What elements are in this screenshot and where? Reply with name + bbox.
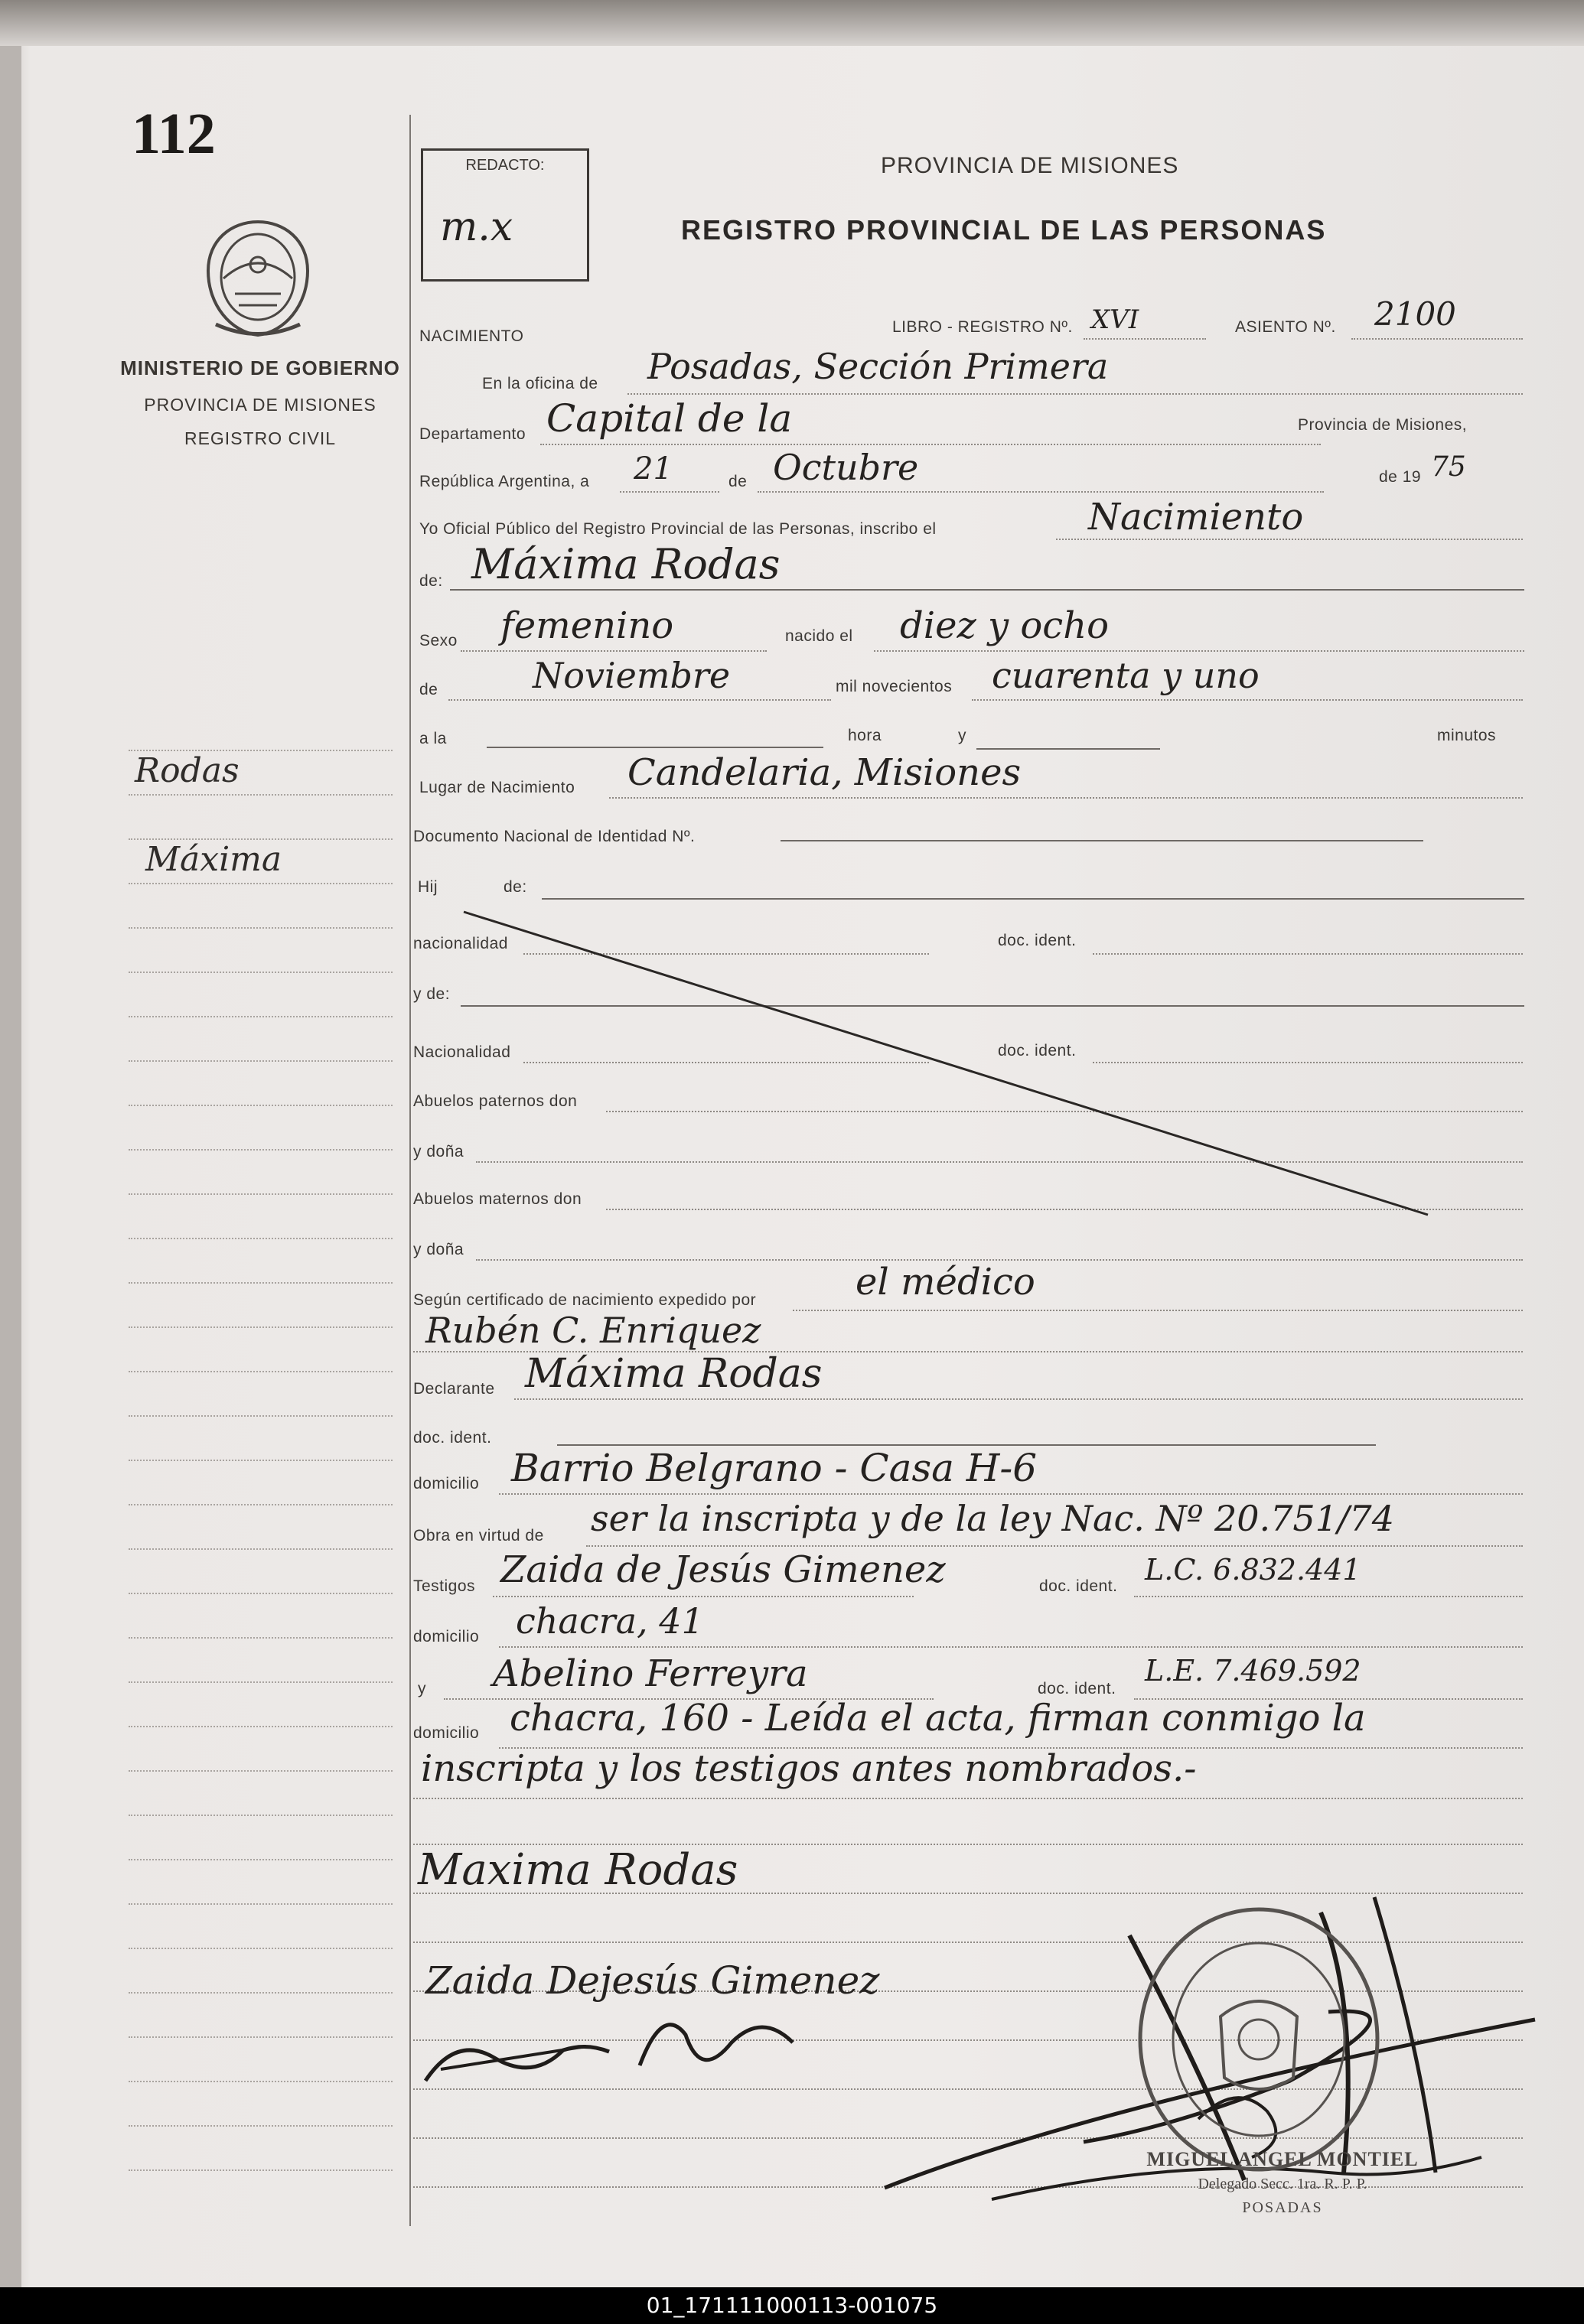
sexo-label: Sexo <box>419 632 458 649</box>
closing-value: inscripta y los testigos antes nombrados.- <box>421 1747 1197 1790</box>
margin-rule <box>129 1415 393 1417</box>
y-label: y <box>958 727 966 744</box>
margin-rule <box>129 972 393 973</box>
margin-surname: Rodas <box>135 751 240 790</box>
page-number: 112 <box>132 102 216 166</box>
delegate-city: POSADAS <box>1242 2199 1323 2216</box>
signature-testigo1: Zaida Dejesús Gimenez <box>425 1958 880 2003</box>
de2-label: de <box>419 681 438 698</box>
redacto-label: REDACTO: <box>465 157 545 174</box>
de-name-label: de: <box>419 572 443 590</box>
inscribo-value: Nacimiento <box>1088 496 1304 539</box>
margin-rule <box>129 1060 393 1062</box>
hij-label: Hij <box>418 878 438 896</box>
hora-label: hora <box>848 727 882 744</box>
margin-rule <box>129 1948 393 1949</box>
declarante-value: Máxima Rodas <box>525 1351 823 1397</box>
left-margin-column <box>0 0 409 2287</box>
ydona2-label: y doña <box>413 1241 464 1258</box>
margin-rule <box>129 1504 393 1505</box>
margin-rule <box>129 1460 393 1461</box>
margin-rule <box>129 1992 393 1994</box>
official-seal <box>1133 1902 1385 2177</box>
margin-given-name: Máxima <box>145 840 282 879</box>
margin-rule <box>129 750 393 751</box>
docident4-label: doc. ident. <box>1039 1577 1118 1595</box>
domicilio3-value: chacra, 160 - Leída el acta, firman conmigo la <box>510 1697 1366 1740</box>
departamento-value: Capital de la <box>546 396 793 441</box>
republica-label: República Argentina, a <box>419 473 590 490</box>
margin-rule <box>129 1815 393 1816</box>
margin-rule <box>129 794 393 796</box>
margin-rule <box>129 1282 393 1284</box>
mil-label: mil novecientos <box>836 678 953 695</box>
provincial-crest-icon <box>200 217 315 340</box>
dni-label: Documento Nacional de Identidad Nº. <box>413 828 696 845</box>
delegate-role: Delegado Secc. 1ra. R. P. P. <box>1198 2176 1367 2192</box>
de-label: de <box>728 473 748 490</box>
certificado-value: el médico <box>856 1261 1035 1304</box>
delegate-name: MIGUEL ANGEL MONTIEL <box>1146 2148 1419 2170</box>
year-value: 75 <box>1431 451 1466 483</box>
day-value: 21 <box>634 451 673 487</box>
testigo2-doc: L.E. 7.469.592 <box>1145 1654 1361 1688</box>
registry-title: REGISTRO PROVINCIAL DE LAS PERSONAS <box>681 214 1327 246</box>
margin-rule <box>129 927 393 929</box>
obra-label: Obra en virtud de <box>413 1527 544 1544</box>
ala-label: a la <box>419 730 447 747</box>
asiento-label: ASIENTO Nº. <box>1235 318 1336 336</box>
yde-label: y de: <box>413 985 451 1003</box>
year-label: de 19 <box>1379 468 1422 486</box>
margin-rule <box>129 1859 393 1860</box>
domicilio3-label: domicilio <box>413 1724 480 1742</box>
docident1-label: doc. ident. <box>998 932 1077 949</box>
docident5-label: doc. ident. <box>1038 1680 1116 1697</box>
margin-rule <box>129 1637 393 1639</box>
redacto-value: m.x <box>440 204 513 250</box>
testigo1-value: Zaida de Jesús Gimenez <box>500 1548 946 1591</box>
nacionalidad2-label: Nacionalidad <box>413 1043 511 1061</box>
declarante-label: Declarante <box>413 1380 495 1398</box>
margin-rule <box>129 2125 393 2127</box>
margin-rule <box>129 1193 393 1195</box>
margin-rule <box>129 1149 393 1151</box>
obra-value: ser la inscripta y de la ley Nac. Nº 20.751/74 <box>591 1498 1394 1539</box>
nacido-label: nacido el <box>785 627 853 645</box>
margin-rule <box>129 1238 393 1239</box>
certificado-value2: Rubén C. Enriquez <box>425 1310 761 1351</box>
birth-record-form <box>410 0 1584 2287</box>
ministry-name: MINISTERIO DE GOBIERNO <box>120 356 400 379</box>
abuelos-paternos-label: Abuelos paternos don <box>413 1092 578 1110</box>
province-title: PROVINCIA DE MISIONES <box>881 153 1179 178</box>
domicilio1-value: Barrio Belgrano - Casa H-6 <box>511 1446 1038 1490</box>
y2-label: y <box>418 1680 426 1697</box>
inscribo-label: Yo Oficial Público del Registro Provincial de las Personas, inscribo el <box>419 520 937 538</box>
margin-rule <box>129 1371 393 1372</box>
margin-rule <box>129 1770 393 1772</box>
nacido-value: diez y ocho <box>900 604 1109 647</box>
margin-rule <box>129 883 393 884</box>
testigo2-value: Abelino Ferreyra <box>493 1652 808 1695</box>
month-value: Octubre <box>773 447 919 488</box>
provincia-label: Provincia de Misiones, <box>1298 416 1468 434</box>
certificado-label: Según certificado de nacimiento expedido por <box>413 1291 757 1309</box>
margin-rule <box>129 1105 393 1106</box>
docident2-label: doc. ident. <box>998 1042 1077 1059</box>
image-code-bar: 01_171111000113-001075 <box>0 2287 1584 2324</box>
nacionalidad1-label: nacionalidad <box>413 935 508 952</box>
ydona1-label: y doña <box>413 1143 464 1160</box>
abuelos-maternos-label: Abuelos maternos don <box>413 1190 582 1208</box>
oficina-label: En la oficina de <box>482 375 598 392</box>
margin-rule <box>129 1326 393 1328</box>
hij-de-label: de: <box>504 878 527 896</box>
domicilio2-value: chacra, 41 <box>516 1600 704 1642</box>
margin-rule <box>129 1593 393 1594</box>
month2-value: Noviembre <box>533 655 731 696</box>
margin-rule <box>129 1903 393 1905</box>
margin-rule <box>129 1681 393 1683</box>
docident3-label: doc. ident. <box>413 1429 492 1447</box>
libro-label: LIBRO - REGISTRO Nº. <box>892 318 1073 336</box>
oficina-value: Posadas, Sección Primera <box>647 346 1109 387</box>
margin-rule <box>129 1548 393 1550</box>
margin-rule <box>129 1726 393 1727</box>
domicilio2-label: domicilio <box>413 1628 480 1645</box>
asiento-value: 2100 <box>1374 295 1456 333</box>
margin-rule <box>129 838 393 840</box>
margin-rule <box>129 2036 393 2038</box>
name-value: Máxima Rodas <box>471 540 781 588</box>
signature-declarante: Maxima Rodas <box>418 1845 738 1895</box>
ministry-registry: REGISTRO CIVIL <box>184 428 337 448</box>
departamento-label: Departamento <box>419 425 526 443</box>
margin-rule <box>129 2081 393 2082</box>
ministry-province: PROVINCIA DE MISIONES <box>144 395 376 415</box>
testigos-label: Testigos <box>413 1577 476 1595</box>
mil-value: cuarenta y uno <box>992 655 1260 696</box>
delegate-stamp <box>1107 2148 1459 2217</box>
testigo1-doc: L.C. 6.832.441 <box>1145 1553 1361 1587</box>
lugar-label: Lugar de Nacimiento <box>419 779 575 796</box>
margin-rule <box>129 1016 393 1017</box>
minutos-label: minutos <box>1437 727 1497 744</box>
act-type-label: NACIMIENTO <box>419 327 524 345</box>
libro-value: XVI <box>1091 304 1139 335</box>
margin-rule <box>129 2169 393 2171</box>
sexo-value: femenino <box>500 604 674 647</box>
lugar-value: Candelaria, Misiones <box>627 751 1022 794</box>
domicilio1-label: domicilio <box>413 1475 480 1492</box>
